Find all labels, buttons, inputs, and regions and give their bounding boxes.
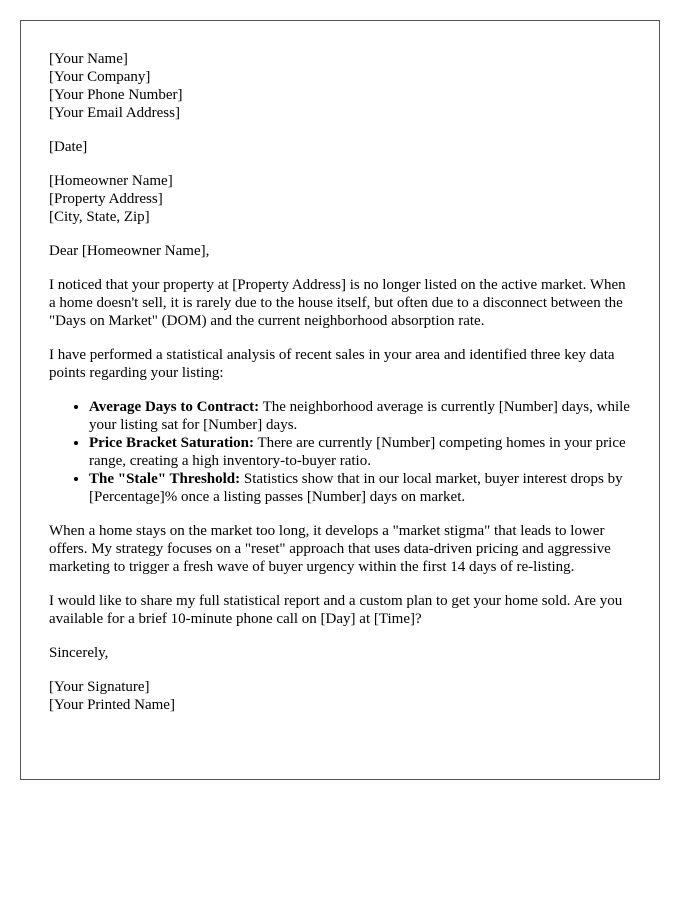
signature-block <box>49 678 631 714</box>
printed-name: [Your Printed Name] <box>49 697 175 713</box>
data-point-label: Average Days to Contract: <box>89 399 260 415</box>
stigma-paragraph: When a home stays on the market too long, it develops a "market stigma" that leads to lower offers. My strategy focuses on a "reset" approach that uses data-driven pricing and aggressive marketing to trigger a fresh wave of buyer urgency within the first 14 days of re-listing. <box>49 523 611 575</box>
date-block <box>49 138 631 156</box>
data-point-item <box>89 470 631 506</box>
data-point-item <box>89 434 631 470</box>
recipient-block <box>49 172 631 226</box>
recipient-address: [Property Address] <box>49 191 163 207</box>
salutation: Dear [Homeowner Name], <box>49 243 210 259</box>
closing: Sincerely, <box>49 645 109 661</box>
letter-page <box>20 20 660 780</box>
sender-name: [Your Name] <box>49 51 128 67</box>
data-point-text: Statistics show that in our local market, buyer interest drops by [Percentage]% once a listing passes [Number] days on market. <box>89 471 623 505</box>
data-point-label: The "Stale" Threshold: <box>89 471 241 487</box>
call-paragraph: I would like to share my full statistical report and a custom plan to get your home sold. Are you available for a brief 10-minute phone call on [Day] at [Time]? <box>49 593 623 627</box>
sender-phone: [Your Phone Number] <box>49 87 183 103</box>
analysis-paragraph: I have performed a statistical analysis of recent sales in your area and identified three key data points regarding your listing: <box>49 347 615 381</box>
data-points-list <box>49 398 631 506</box>
recipient-city-state-zip: [City, State, Zip] <box>49 209 150 225</box>
sender-company: [Your Company] <box>49 69 151 85</box>
recipient-name: [Homeowner Name] <box>49 173 173 189</box>
signature-line: [Your Signature] <box>49 679 150 695</box>
sender-block <box>49 50 631 122</box>
intro-paragraph: I noticed that your property at [Property Address] is no longer listed on the active market. When a home doesn't sell, it is rarely due to the house itself, but often due to a disconnect between the "Days on Market" (DOM) and the current neighborhood absorption rate. <box>49 277 626 329</box>
data-point-text: There are currently [Number] competing homes in your price range, creating a high inventory-to-buyer ratio. <box>89 435 626 469</box>
sender-email: [Your Email Address] <box>49 105 180 121</box>
letter-date: [Date] <box>49 139 88 155</box>
data-point-text: The neighborhood average is currently [Number] days, while your listing sat for [Number] days. <box>89 399 630 433</box>
data-point-item <box>89 398 631 434</box>
data-point-label: Price Bracket Saturation: <box>89 435 254 451</box>
